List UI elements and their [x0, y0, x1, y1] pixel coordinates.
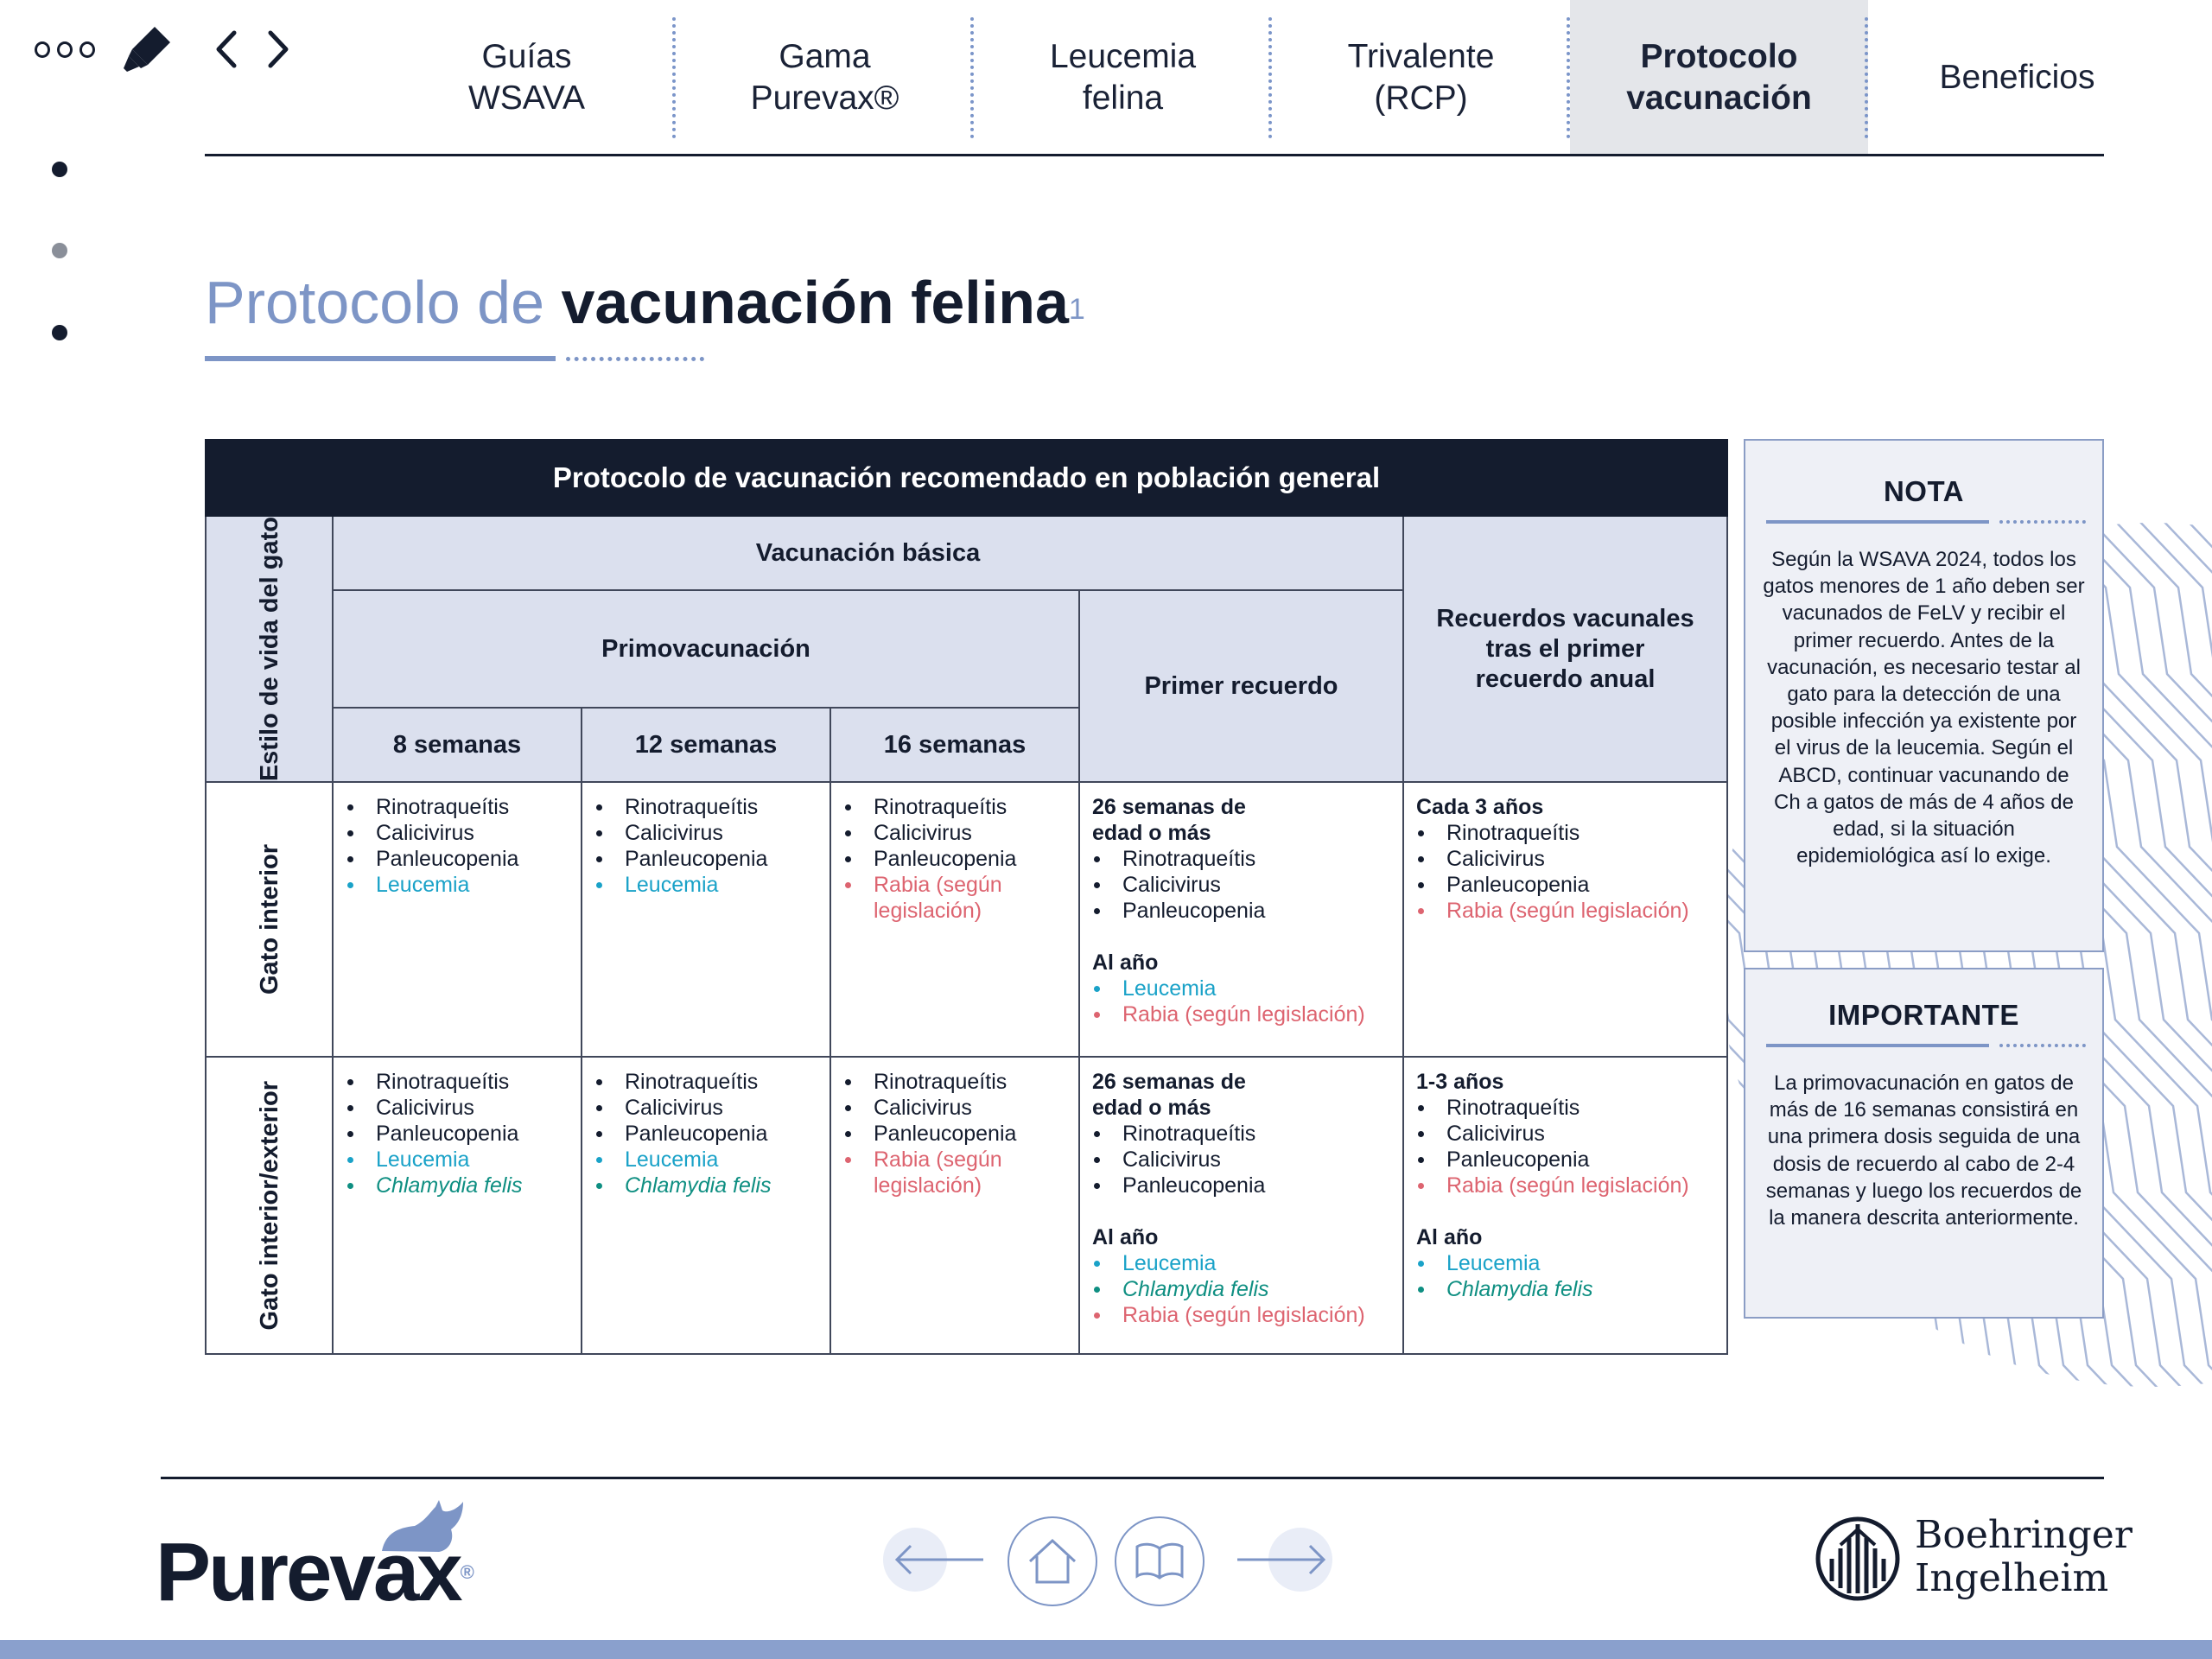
tab-bar	[378, 0, 2168, 156]
tab-protocolo-vacunacion[interactable]: Protocolo vacunación	[1570, 0, 1868, 156]
vaccination-protocol-table	[205, 439, 1728, 1355]
company-name-line1: Boehringer	[1915, 1513, 2133, 1557]
highlighter-icon[interactable]	[119, 22, 180, 76]
nota-title: NOTA	[1883, 475, 1965, 507]
table-row	[206, 782, 1727, 1057]
footer-divider	[161, 1477, 2104, 1479]
book-icon[interactable]	[1115, 1516, 1205, 1606]
arrow-right-icon[interactable]	[1268, 1528, 1332, 1592]
tab-trivalente-rcp[interactable]: Trivalente (RCP)	[1272, 0, 1570, 156]
page-indicator-dot[interactable]	[52, 325, 67, 340]
page-indicator-dot[interactable]	[52, 162, 67, 177]
nota-text: Según la WSAVA 2024, todos los gatos menores de 1 año deben ser vacunados de FeLV y recibir el primer recuerdo. Antes de la vacunación, es necesario testar al gato para la detección de una posible infección ya existente por el virus de la leucemia. Según el ABCD, continuar vacunando de Ch a gatos de más de 4 años de edad, si la situación epidemiológica así lo exige.	[1763, 548, 2085, 868]
cell-outdoor-16w: Rinotraqueítis Calicivirus Panleucopenia Rabia (según legislación)	[830, 1057, 1079, 1354]
cell-indoor-16w: Rinotraqueítis Calicivirus Panleucopenia Rabia (según legislación)	[830, 782, 1079, 1057]
bottom-band	[0, 1640, 2212, 1659]
week-16-header: 16 semanas	[830, 708, 1079, 782]
row-label-indoor: Gato interior	[206, 782, 333, 1057]
tab-beneficios[interactable]: Beneficios	[1939, 59, 2095, 96]
tab-guias-wsava[interactable]: Guías WSAVA	[378, 0, 676, 156]
cell-outdoor-boosters: 1-3 años Rinotraqueítis Calicivirus Panleucopenia Rabia (según legislación) Al año Leucemia Chlamydia felis	[1403, 1057, 1727, 1354]
importante-title: IMPORTANTE	[1828, 999, 2019, 1031]
cell-indoor-12w: Rinotraqueítis Calicivirus Panleucopenia Leucemia	[582, 782, 830, 1057]
cell-indoor-8w: Rinotraqueítis Calicivirus Panleucopenia Leucemia	[333, 782, 582, 1057]
week-8-header: 8 semanas	[333, 708, 582, 782]
tab-gama-purevax[interactable]: Gama Purevax®	[676, 0, 974, 156]
nota-box	[1744, 439, 2104, 952]
company-name-line2: Ingelheim	[1915, 1556, 2109, 1600]
page-indicator-dot[interactable]	[52, 243, 67, 258]
boehringer-ingelheim-logo	[1815, 1513, 2133, 1609]
home-icon[interactable]	[1007, 1516, 1097, 1606]
table-row	[206, 1057, 1727, 1354]
table-title: Protocolo de vacunación recomendado en población general	[206, 440, 1727, 516]
tabs-divider	[205, 154, 2104, 156]
tab-leucemia-felina[interactable]: Leucemia felina	[974, 0, 1272, 156]
boosters-after-header: Recuerdos vacunales tras el primer recuerdo anual	[1403, 516, 1727, 782]
importante-underline	[1766, 1044, 2082, 1047]
brand-name: Purevax	[156, 1526, 461, 1618]
cell-indoor-first-booster: 26 semanas de edad o más Rinotraqueítis Calicivirus Panleucopenia Al año Leucemia Rabia (según legislación)	[1079, 782, 1403, 1057]
title-dotted-line	[566, 357, 704, 361]
title-underline	[205, 356, 556, 361]
page-title: Protocolo de vacunación felina$^1$	[205, 269, 1085, 336]
boehringer-emblem-icon	[1815, 1514, 1901, 1604]
cell-indoor-boosters: Cada 3 años Rinotraqueítis Calicivirus Panleucopenia Rabia (según legislación)	[1403, 782, 1727, 1057]
cell-outdoor-8w: Rinotraqueítis Calicivirus Panleucopenia Leucemia Chlamydia felis	[333, 1057, 582, 1354]
cell-outdoor-12w: Rinotraqueítis Calicivirus Panleucopenia Leucemia Chlamydia felis	[582, 1057, 830, 1354]
importante-text: La primovacunación en gatos de más de 16 semanas consistirá en una primera dosis seguida de una dosis de recuerdo al cabo de 2-4 semanas y luego los recuerdos de la manera descrita anteriormente.	[1765, 1071, 2082, 1230]
more-dots-icon[interactable]	[35, 35, 95, 64]
row-label-indoor-outdoor: Gato interior/exterior	[206, 1057, 333, 1354]
week-12-header: 12 semanas	[582, 708, 830, 782]
primovaccination-header: Primovacunación	[333, 590, 1079, 708]
lifestyle-header: Estilo de vida del gato	[206, 516, 333, 782]
cell-outdoor-first-booster: 26 semanas de edad o más Rinotraqueítis Calicivirus Panleucopenia Al año Leucemia Chlamydia felis Rabia (según legislación)	[1079, 1057, 1403, 1354]
basic-vaccination-header: Vacunación básica	[333, 516, 1403, 590]
importante-box	[1744, 968, 2104, 1319]
arrow-left-icon[interactable]	[883, 1528, 947, 1592]
prev-page-icon[interactable]	[207, 28, 245, 71]
purevax-logo: Purevax®	[156, 1495, 475, 1607]
next-page-icon[interactable]	[259, 28, 297, 71]
first-booster-header: Primer recuerdo	[1079, 590, 1403, 782]
nota-underline	[1766, 520, 2082, 524]
